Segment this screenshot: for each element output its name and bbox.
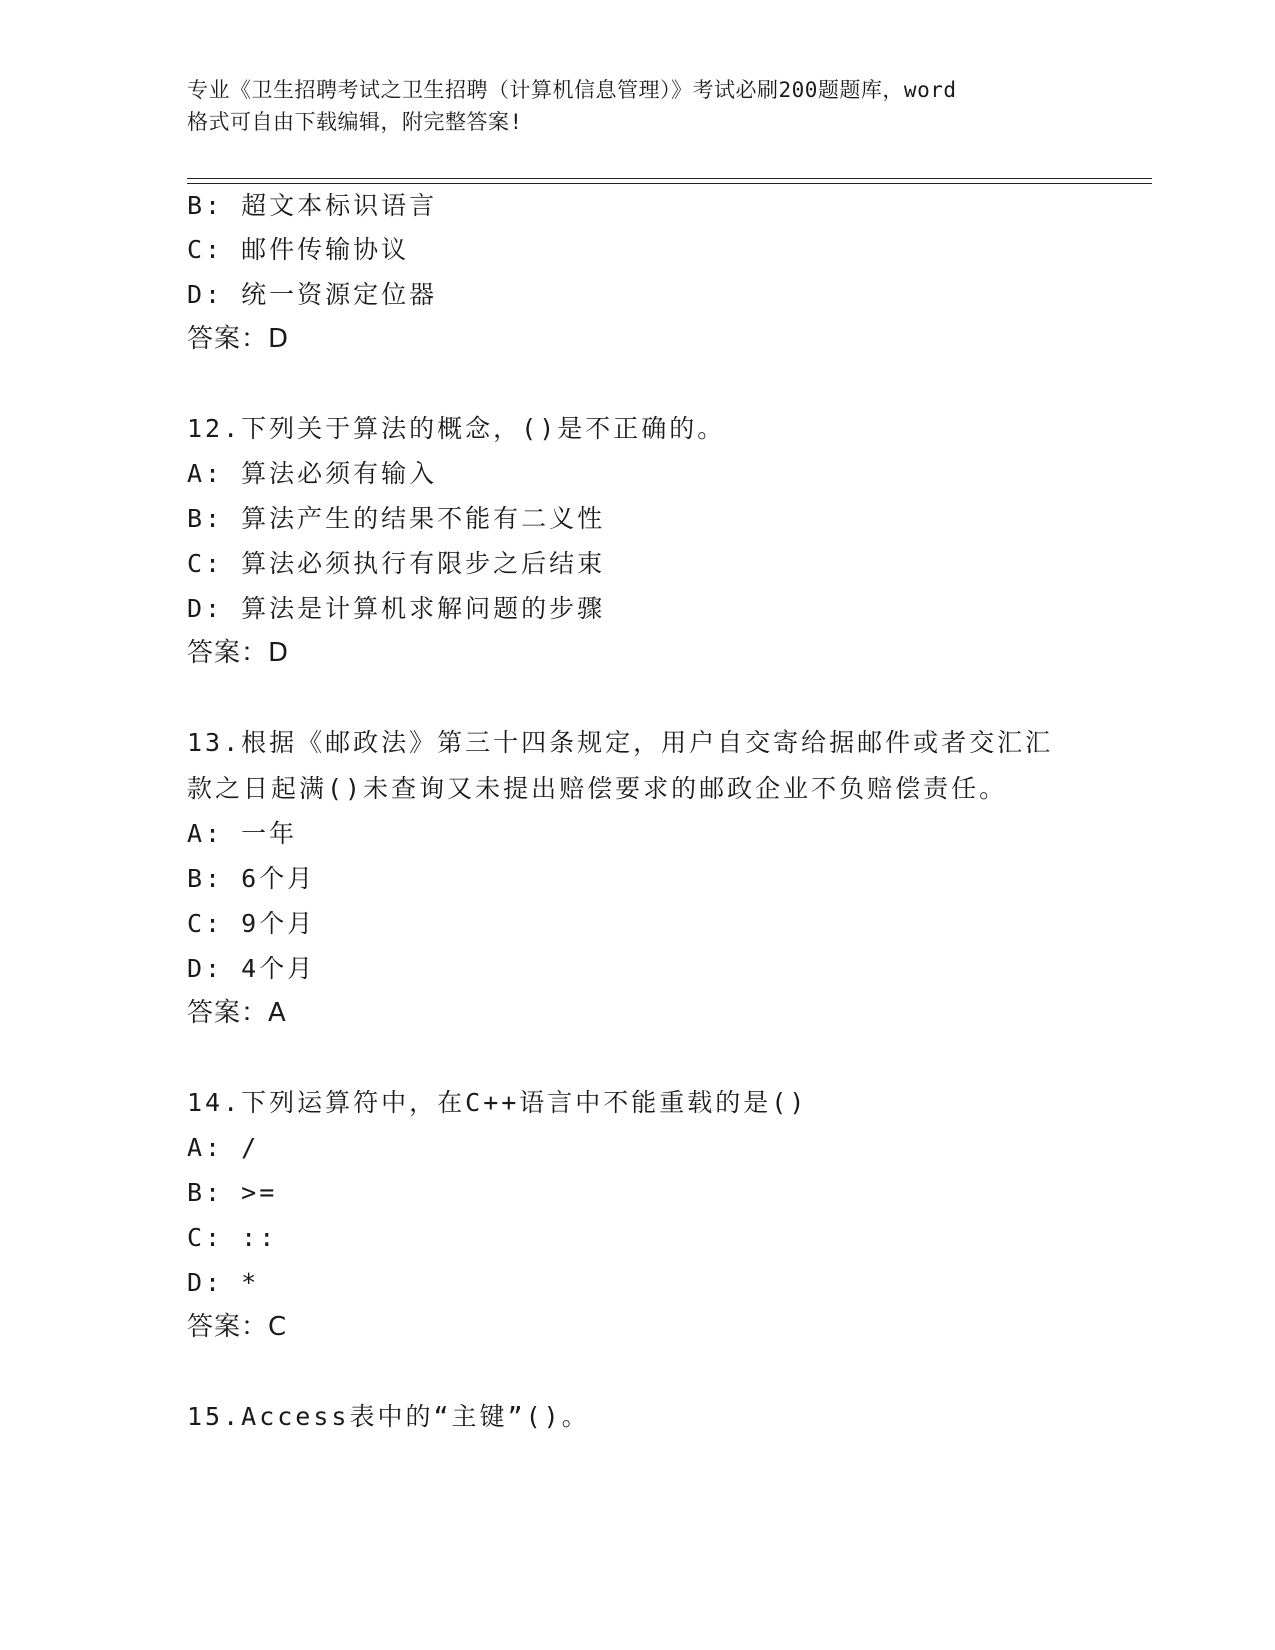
header-divider-top bbox=[187, 178, 1152, 179]
q12-option-a: A: 算法必须有输入 bbox=[187, 459, 438, 488]
q15-stem: 15.Access表中的“主键”()。 bbox=[187, 1402, 590, 1431]
q14-answer: 答案：C bbox=[187, 1312, 288, 1342]
q14-stem: 14.下列运算符中，在C++语言中不能重载的是() bbox=[187, 1088, 808, 1117]
header-line-2: 格式可自由下载编辑，附完整答案! bbox=[187, 110, 523, 134]
q14-option-d: D: * bbox=[187, 1268, 260, 1297]
q13-option-c: C: 9个月 bbox=[187, 909, 316, 938]
q13-stem-line-2: 款之日起满()未查询又未提出赔偿要求的邮政企业不负赔偿责任。 bbox=[187, 774, 1008, 803]
q11-answer: 答案：D bbox=[187, 324, 290, 354]
header-divider-bottom bbox=[187, 183, 1152, 184]
q12-answer: 答案：D bbox=[187, 638, 290, 668]
q13-option-b: B: 6个月 bbox=[187, 864, 316, 893]
header-line-1: 专业《卫生招聘考试之卫生招聘（计算机信息管理）》考试必刷200题题库，word bbox=[187, 78, 957, 102]
q13-answer: 答案：A bbox=[187, 998, 287, 1028]
q14-option-c: C: :: bbox=[187, 1223, 278, 1252]
q13-option-d: D: 4个月 bbox=[187, 954, 316, 983]
q11-option-d: D: 统一资源定位器 bbox=[187, 280, 438, 309]
document-header bbox=[187, 74, 1107, 138]
q12-option-d: D: 算法是计算机求解问题的步骤 bbox=[187, 594, 606, 623]
q11-option-b: B: 超文本标识语言 bbox=[187, 191, 438, 220]
q14-option-b: B: >= bbox=[187, 1178, 278, 1207]
q13-option-a: A: 一年 bbox=[187, 819, 298, 848]
q11-option-c: C: 邮件传输协议 bbox=[187, 235, 410, 264]
q12-stem: 12.下列关于算法的概念，()是不正确的。 bbox=[187, 414, 726, 443]
q14-option-a: A: / bbox=[187, 1133, 260, 1162]
q12-option-c: C: 算法必须执行有限步之后结束 bbox=[187, 549, 606, 578]
q13-stem-line-1: 13.根据《邮政法》第三十四条规定，用户自交寄给据邮件或者交汇汇 bbox=[187, 728, 1054, 757]
q12-option-b: B: 算法产生的结果不能有二义性 bbox=[187, 504, 606, 533]
